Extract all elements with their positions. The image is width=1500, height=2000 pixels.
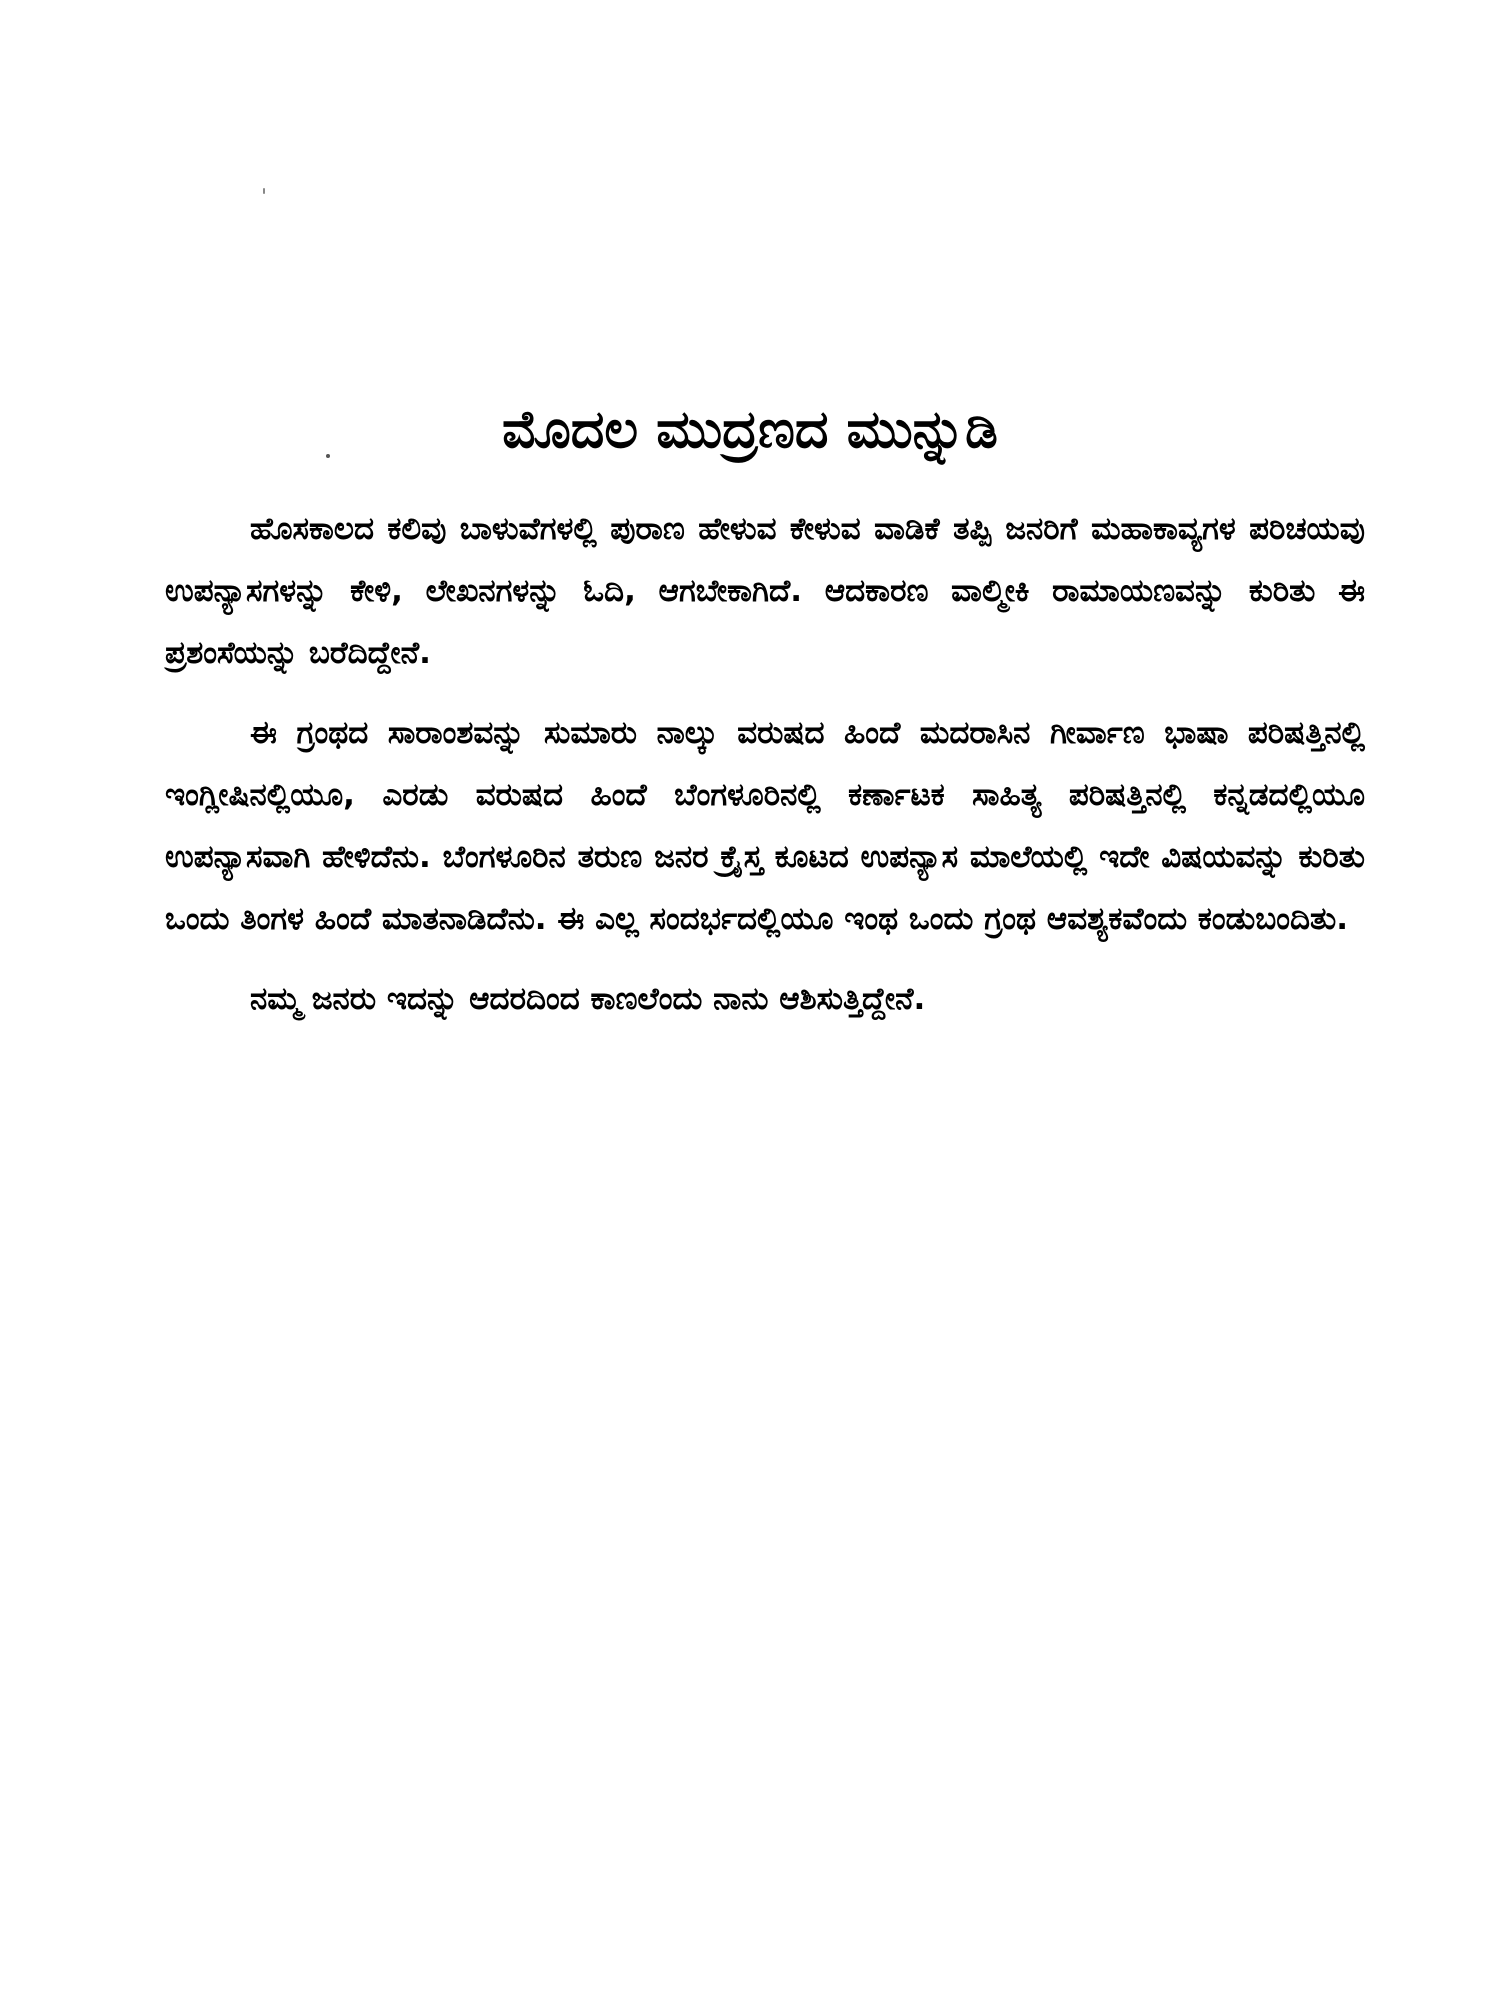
paragraph-1: ಹೊಸಕಾಲದ ಕಲಿವು ಬಾಳುವೆಗಳಲ್ಲಿ ಪುರಾಣ ಹೇಳುವ ಕೇಳುವ ವಾಡಿಕೆ ತಪ್ಪಿ ಜನರಿಗೆ ಮಹಾಕಾವ್ಯಗಳ ಪರಿಚಯವು ಉಪನ್ಯಾಸಗಳನ್ನು ಕೇಳಿ, ಲೇಖನಗಳನ್ನು ಓದಿ, ಆಗಬೇಕಾಗಿದೆ. ಆದಕಾರಣ ವಾಲ್ಮೀಕಿ ರಾಮಾಯಣವನ್ನು ಕುರಿತು ಈ ಪ್ರಶಂಸೆಯನ್ನು ಬರೆದಿದ್ದೇನೆ. <box>165 511 1365 671</box>
paragraph-3: ನಮ್ಮ ಜನರು ಇದನ್ನು ಆದರದಿಂದ ಕಾಣಲೆಂದು ನಾನು ಆಶಿಸುತ್ತಿದ್ದೇನೆ. <box>250 981 926 1017</box>
page-title: ಮೊದಲ ಮುದ್ರಣದ ಮುನ್ನುಡಿ <box>502 399 998 460</box>
paragraph-2: ಈ ಗ್ರಂಥದ ಸಾರಾಂಶವನ್ನು ಸುಮಾರು ನಾಲ್ಕು ವರುಷದ ಹಿಂದೆ ಮದರಾಸಿನ ಗೀರ್ವಾಣ ಭಾಷಾ ಪರಿಷತ್ತಿನಲ್ಲಿ ಇಂಗ್ಲೀಷಿನಲ್ಲಿಯೂ, ಎರಡು ವರುಷದ ಹಿಂದೆ ಬೆಂಗಳೂರಿನಲ್ಲಿ ಕರ್ಣಾಟಕ ಸಾಹಿತ್ಯ ಪರಿಷತ್ತಿನಲ್ಲಿ ಕನ್ನಡದಲ್ಲಿಯೂ ಉಪನ್ಯಾಸವಾಗಿ ಹೇಳಿದೆನು. ಬೆಂಗಳೂರಿನ ತರುಣ ಜನರ ಕ್ರೈಸ್ತ ಕೂಟದ ಉಪನ್ಯಾಸ ಮಾಲೆಯಲ್ಲಿ ಇದೇ ವಿಷಯವನ್ನು ಕುರಿತು ಒಂದು ತಿಂಗಳ ಹಿಂದೆ ಮಾತನಾಡಿದೆನು. ಈ ಎಲ್ಲ ಸಂದರ್ಭದಲ್ಲಿಯೂ ಇಂಥ ಒಂದು ಗ್ರಂಥ ಆವಶ್ಯಕವೆಂದು ಕಂಡುಬಂದಿತು. <box>165 715 1365 937</box>
document-body <box>165 498 1365 1048</box>
scan-speck <box>263 188 265 194</box>
